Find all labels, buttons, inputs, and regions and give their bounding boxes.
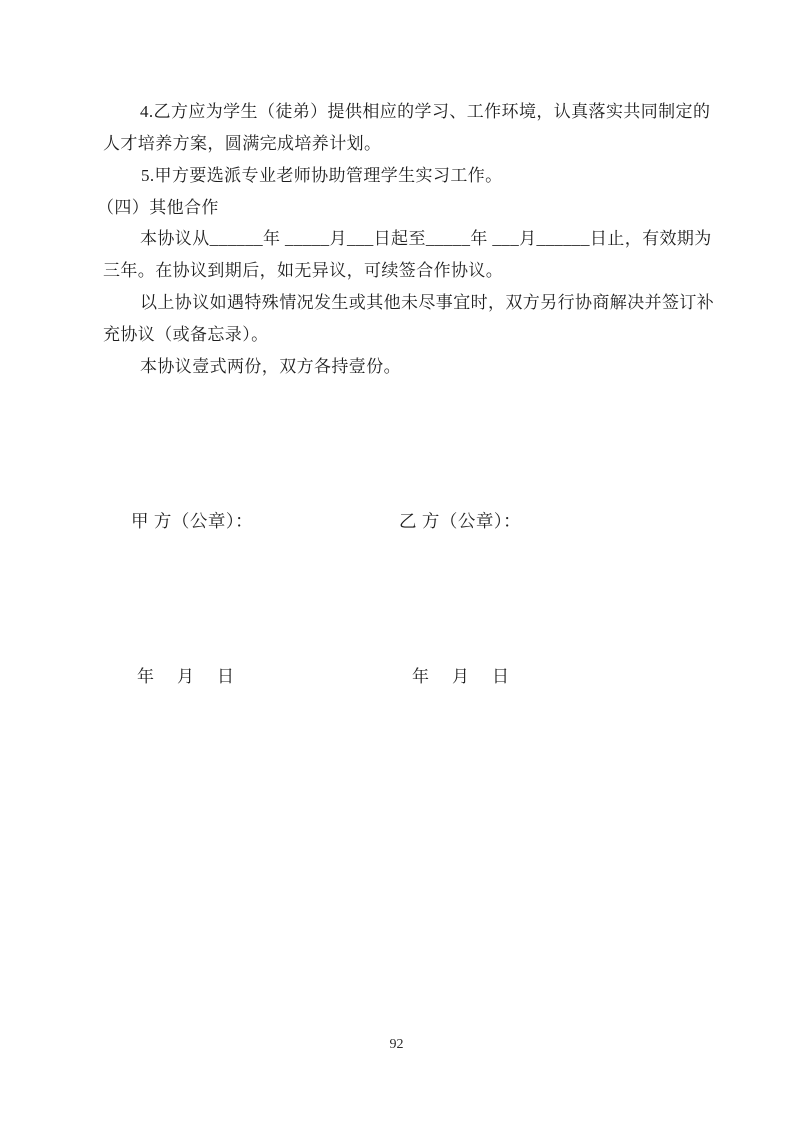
supplementary-agreement-line-2: 充协议（或备忘录）。 (103, 325, 269, 344)
party-b-seal-label: 乙 方（公章）： (399, 511, 522, 531)
clause-5-line: 5.甲方要选派专业老师协助管理学生实习工作。 (141, 166, 503, 185)
validity-period-line-1: 本协议从______年 _____月___日起至_____年 ___月______日止，有效期为 (140, 229, 712, 248)
party-a-seal-label: 甲 方（公章）： (131, 511, 254, 531)
supplementary-agreement-line-1: 以上协议如遇特殊情况发生或其他未尽事宜时，双方另行协商解决并签订补 (140, 293, 715, 312)
copies-clause-line: 本协议壹式两份，双方各持壹份。 (140, 357, 401, 376)
validity-period-line-2: 三年。在协议到期后，如无异议，可续签合作协议。 (103, 261, 504, 280)
clause-4-line-1: 4.乙方应为学生（徒弟）提供相应的学习、工作环境，认真落实共同制定的 (140, 102, 711, 121)
page-number: 92 (389, 1037, 404, 1052)
party-b-date-placeholder: 年 月 日 (412, 667, 512, 686)
clause-4-line-2: 人才培养方案，圆满完成培养计划。 (103, 134, 382, 153)
party-a-date-placeholder: 年 月 日 (137, 667, 237, 686)
section-heading-other-cooperation: （四）其他合作 (97, 198, 219, 217)
